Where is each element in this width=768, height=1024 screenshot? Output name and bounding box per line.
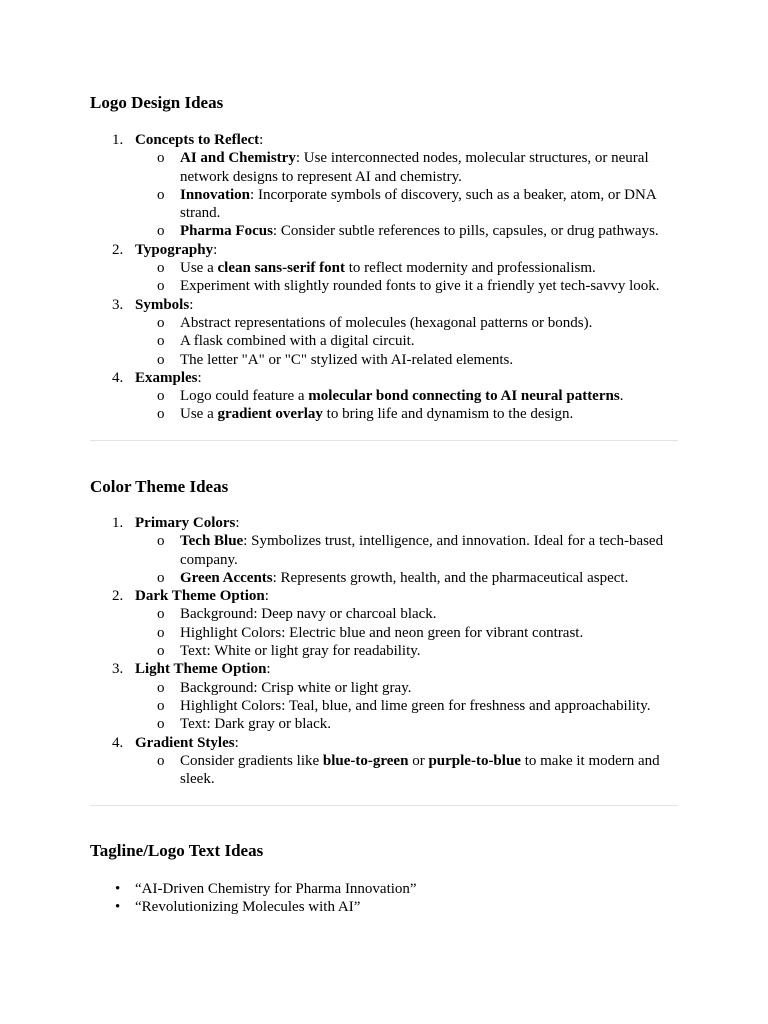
color-list bbox=[90, 514, 678, 788]
sub-item-text: Background: Deep navy or charcoal black. bbox=[180, 606, 437, 623]
sub-item-text: : Use interconnected nodes, molecular structures, or neural network designs to represent AI and chemistry. bbox=[180, 150, 649, 185]
sub-bullet: o bbox=[157, 278, 165, 295]
sub-list-item bbox=[135, 624, 678, 642]
sub-item-text: Highlight Colors: Teal, blue, and lime green for freshness and approachability. bbox=[180, 697, 651, 714]
sub-bullet: o bbox=[157, 406, 165, 423]
sub-item-post: to make it modern and sleek. bbox=[180, 752, 660, 788]
item-label: Concepts to Reflect bbox=[135, 132, 260, 148]
list-item bbox=[90, 660, 678, 733]
sub-list bbox=[135, 532, 678, 587]
sub-list bbox=[135, 149, 678, 240]
sub-list bbox=[135, 387, 678, 424]
tagline-item bbox=[90, 898, 417, 916]
sub-list-item bbox=[135, 679, 678, 697]
sub-item-pre: Logo could feature a bbox=[180, 388, 309, 405]
tagline-list bbox=[90, 880, 417, 917]
section-divider bbox=[90, 440, 678, 441]
colon: : bbox=[259, 132, 264, 148]
section-divider bbox=[90, 805, 678, 806]
tagline-text: “AI-Driven Chemistry for Pharma Innovation” bbox=[135, 881, 417, 897]
list-number: 1. bbox=[112, 515, 124, 531]
list-item bbox=[90, 241, 678, 296]
list-item bbox=[90, 131, 678, 241]
item-label: Primary Colors bbox=[135, 515, 236, 531]
sub-list-item bbox=[135, 314, 678, 332]
sub-item-bold: Tech Blue bbox=[180, 533, 244, 550]
sub-list-item bbox=[135, 222, 678, 240]
sub-list-item bbox=[135, 569, 678, 587]
sub-item-text: : Symbolizes trust, intelligence, and innovation. Ideal for a tech-based company. bbox=[180, 533, 664, 568]
sub-item-bold: blue-to-green bbox=[322, 752, 409, 769]
item-label: Light Theme Option bbox=[135, 661, 267, 678]
sub-list-item bbox=[135, 277, 678, 295]
list-number: 2. bbox=[112, 588, 124, 605]
sub-item-text: Background: Crisp white or light gray. bbox=[180, 679, 412, 696]
list-number: 4. bbox=[112, 369, 124, 386]
sub-bullet: o bbox=[157, 716, 165, 733]
sub-list-item bbox=[135, 351, 678, 369]
sub-bullet: o bbox=[157, 260, 165, 277]
list-number: 3. bbox=[112, 296, 124, 313]
sub-item-post: to reflect modernity and professionalism. bbox=[345, 260, 596, 277]
sub-item-text: Highlight Colors: Electric blue and neon green for vibrant contrast. bbox=[180, 624, 584, 641]
list-number: 1. bbox=[112, 132, 124, 148]
sub-bullet: o bbox=[157, 697, 165, 714]
sub-bullet: o bbox=[157, 351, 165, 368]
sub-list-item bbox=[135, 149, 678, 186]
sub-list-item bbox=[135, 405, 678, 423]
sub-item-text: Text: Dark gray or black. bbox=[180, 716, 331, 733]
sub-bullet: o bbox=[157, 333, 165, 350]
list-number: 3. bbox=[112, 661, 124, 678]
item-label: Examples bbox=[135, 369, 198, 386]
sub-item-text: The letter "A" or "C" stylized with AI-related elements. bbox=[180, 351, 514, 368]
sub-item-bold: AI and Chemistry bbox=[180, 150, 296, 167]
item-label: Symbols bbox=[135, 296, 190, 313]
sub-bullet: o bbox=[157, 752, 165, 769]
sub-item-text: A flask combined with a digital circuit. bbox=[180, 333, 415, 350]
sub-item-bold: Green Accents bbox=[180, 569, 273, 586]
sub-item-post: . bbox=[619, 388, 624, 405]
list-item bbox=[90, 734, 678, 789]
list-item bbox=[90, 296, 678, 369]
sub-item-text: : Represents growth, health, and the pharmaceutical aspect. bbox=[272, 569, 629, 586]
sub-item-post: to bring life and dynamism to the design. bbox=[322, 406, 574, 423]
sub-bullet: o bbox=[157, 223, 165, 240]
sub-item-text: : Consider subtle references to pills, capsules, or drug pathways. bbox=[272, 223, 659, 240]
sub-list-item bbox=[135, 752, 678, 789]
item-label: Typography bbox=[135, 241, 214, 258]
sub-item-bold: Innovation bbox=[180, 186, 251, 203]
sub-list-item bbox=[135, 332, 678, 350]
sub-item-bold-2: purple-to-blue bbox=[428, 752, 521, 769]
color-section-title: Color Theme Ideas bbox=[90, 477, 229, 496]
sub-item-pre: Use a bbox=[180, 260, 218, 277]
colon: : bbox=[235, 515, 240, 531]
sub-list-item bbox=[135, 387, 678, 405]
list-number: 2. bbox=[112, 241, 124, 258]
sub-list-item bbox=[135, 605, 678, 623]
list-number: 4. bbox=[112, 734, 124, 751]
sub-item-text: : Incorporate symbols of discovery, such as a beaker, atom, or DNA strand. bbox=[180, 186, 656, 222]
sub-list-item bbox=[135, 186, 678, 223]
colon: : bbox=[213, 241, 218, 258]
sub-bullet: o bbox=[157, 388, 165, 405]
logo-list bbox=[90, 131, 678, 424]
tagline-text: “Revolutionizing Molecules with AI” bbox=[135, 899, 361, 916]
sub-item-bold: molecular bond connecting to AI neural patterns bbox=[308, 388, 620, 405]
sub-list bbox=[135, 314, 678, 369]
tagline-section-title: Tagline/Logo Text Ideas bbox=[90, 841, 264, 860]
colon: : bbox=[266, 661, 271, 678]
sub-item-text: Text: White or light gray for readability. bbox=[180, 643, 421, 660]
colon: : bbox=[189, 296, 194, 313]
sub-item-bold: Pharma Focus bbox=[180, 223, 273, 240]
sub-list-item bbox=[135, 697, 678, 715]
sub-list-item bbox=[135, 715, 678, 733]
logo-section-title: Logo Design Ideas bbox=[90, 93, 224, 112]
colon: : bbox=[197, 369, 202, 386]
sub-item-pre: Use a bbox=[180, 406, 218, 423]
list-item bbox=[90, 369, 678, 424]
bullet: • bbox=[115, 881, 121, 897]
sub-item-pre: Consider gradients like bbox=[180, 752, 323, 769]
sub-list bbox=[135, 605, 678, 660]
colon: : bbox=[234, 734, 239, 751]
sub-list bbox=[135, 752, 678, 789]
tagline-item bbox=[90, 880, 417, 898]
sub-item-bold: gradient overlay bbox=[217, 406, 323, 423]
sub-item-bold: clean sans-serif font bbox=[217, 260, 345, 277]
list-item bbox=[90, 514, 678, 587]
sub-bullet: o bbox=[157, 606, 165, 623]
item-label: Dark Theme Option bbox=[135, 588, 265, 605]
sub-bullet: o bbox=[157, 643, 165, 660]
sub-item-text: Experiment with slightly rounded fonts to give it a friendly yet tech-savvy look. bbox=[180, 278, 660, 295]
colon: : bbox=[264, 588, 269, 605]
sub-bullet: o bbox=[157, 569, 165, 586]
list-item bbox=[90, 587, 678, 660]
sub-bullet: o bbox=[157, 624, 165, 641]
sub-list-item bbox=[135, 532, 678, 569]
sub-list bbox=[135, 259, 678, 296]
sub-list bbox=[135, 679, 678, 734]
sub-bullet: o bbox=[157, 314, 165, 331]
sub-bullet: o bbox=[157, 150, 165, 167]
sub-bullet: o bbox=[157, 679, 165, 696]
sub-list-item bbox=[135, 642, 678, 660]
bullet: • bbox=[115, 899, 121, 916]
sub-bullet: o bbox=[157, 186, 165, 203]
sub-list-item bbox=[135, 259, 678, 277]
sub-item-mid: or bbox=[408, 752, 429, 769]
sub-item-text: Abstract representations of molecules (hexagonal patterns or bonds). bbox=[180, 314, 593, 331]
item-label: Gradient Styles bbox=[135, 734, 235, 751]
sub-bullet: o bbox=[157, 533, 165, 550]
